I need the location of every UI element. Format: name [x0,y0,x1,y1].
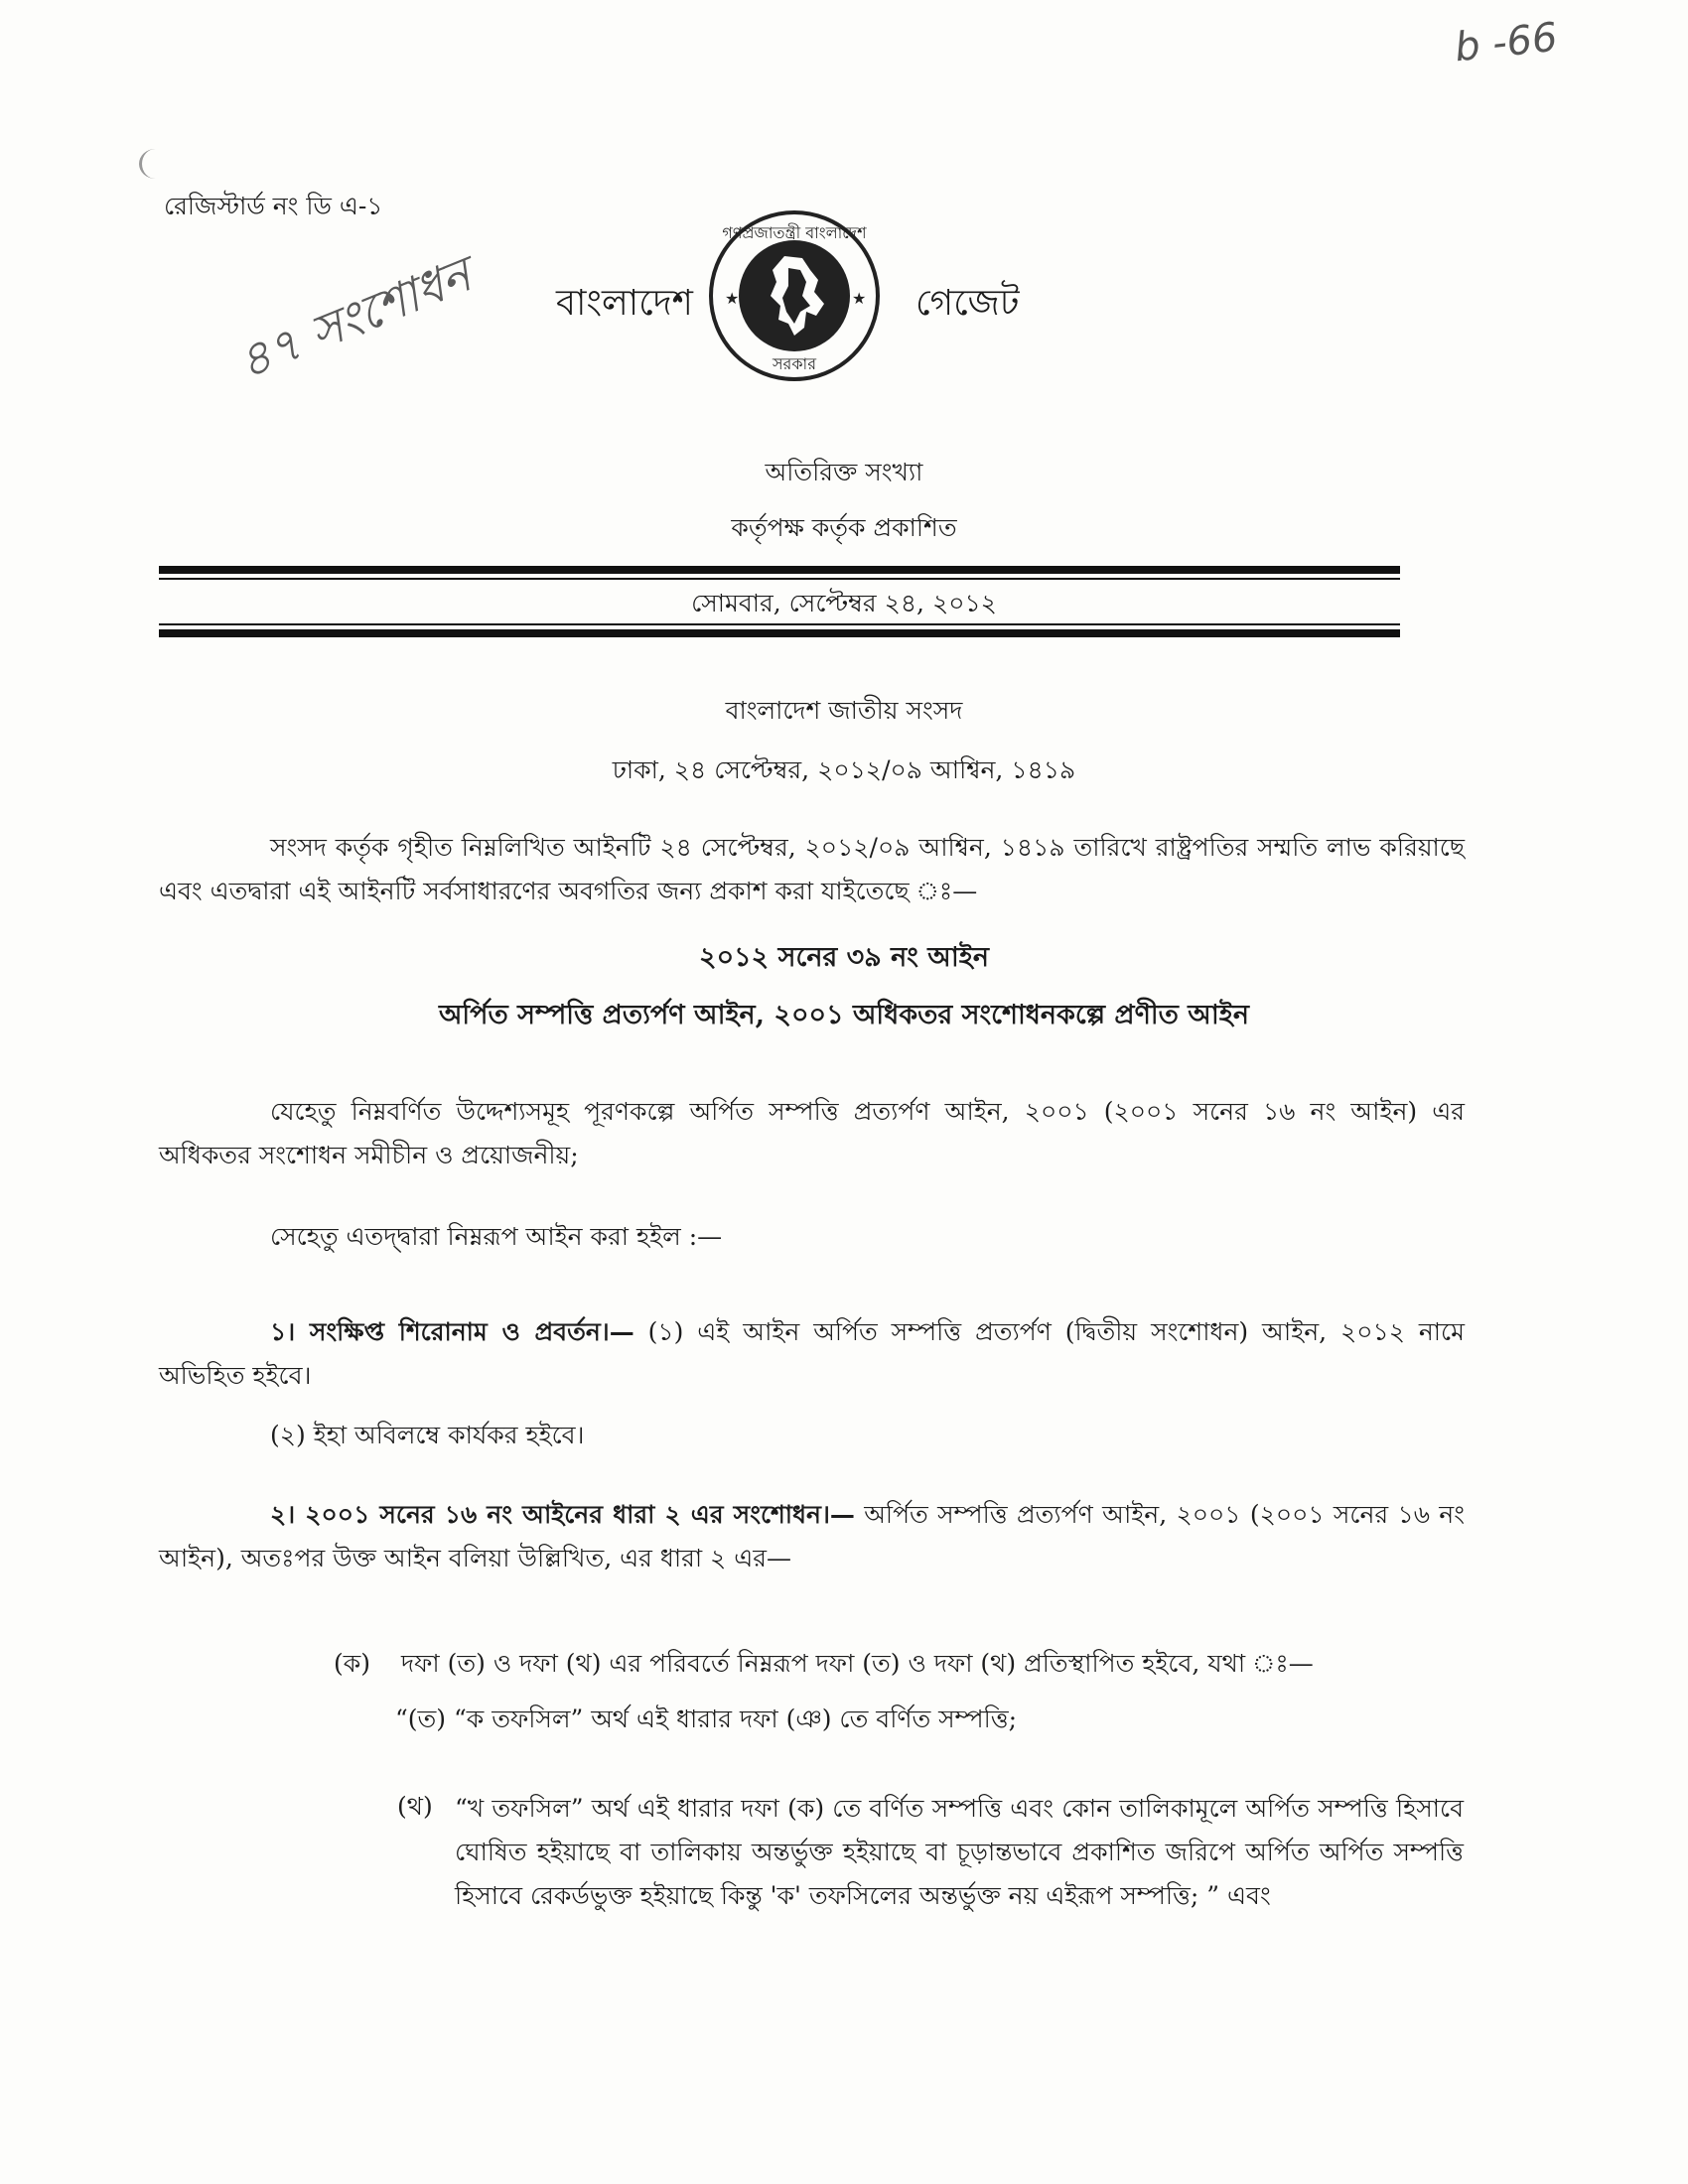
act-title: অর্পিত সম্পত্তি প্রত্যর্পণ আইন, ২০০১ অধিকতর সংশোধনকল্পে প্রণীত আইন [439,1000,1249,1030]
definition-tha-label: (থ) [397,1792,433,1821]
section-2-text: অর্পিত সম্পত্তি প্রত্যর্পণ আইন, ২০০১ (২০০১ সনের ১৬ নং আইন), অতঃপর উক্ত আইন বলিয়া উল্লিখিত, এর ধারা ২ এর— [159,1500,1465,1572]
corner-handwritten-mark: b -66 [1452,14,1560,71]
gazette-title-left: বাংলাদেশ [556,283,693,324]
published-by: কর্তৃপক্ষ কর্তৃক প্রকাশিত [731,513,957,542]
definition-tha-text: “খ তফসিল” অর্থ এই ধারার দফা (ক) তে বর্ণিত সম্পত্তি এবং কোন তালিকামূলে অর্পিত সম্পত্তি হিসাবে ঘোষিত হইয়াছে বা তালিকায় অন্তর্ভুক্ত হইয়াছে বা চূড়ান্তভাবে প্রকাশিত জরিপে অর্পিত অর্পিত সম্পত্তি হিসাবে রেকর্ডভুক্ত হইয়াছে কিন্তু 'ক' তফসিলের অন্তর্ভুক্ত নয় এইরূপ সম্পত্তি; ” এবং [455,1794,1464,1910]
seal-top-text: গণপ্রজাতন্ত্রী বাংলাদেশ [722,223,867,242]
section-1-subsection-2: (২) ইহা অবিলম্বে কার্যকর হইবে। [270,1421,585,1449]
margin-circle-mark [139,149,172,179]
section-1-text: (১) এই আইন অর্পিত সম্পত্তি প্রত্যর্পণ (দ্বিতীয় সংশোধন) আইন, ২০১২ নামে অভিহিত হইবে। [159,1317,1465,1390]
definition-ta: “(ত) “ক তফসিল” অর্থ এই ধারার দফা (ঞ) তে বর্ণিত সম্পত্তি; [395,1705,1018,1733]
section-2 [159,1493,1465,1580]
header-rule-bottom [159,629,1400,637]
handwritten-note: ৪৭ সংশোধন [230,247,480,391]
section-1-heading: ১। সংক্ষিপ্ত শিরোনাম ও প্রবর্তন।— [270,1317,634,1346]
header-rule-bottom-thin [159,623,1400,625]
header-rule-top [159,566,1400,574]
seal-bottom-text: সরকার [772,354,817,373]
parliament-name: বাংলাদেশ জাতীয় সংসদ [725,696,963,725]
extra-issue: অতিরিক্ত সংখ্যা [765,458,923,486]
clause-ka-label: (ক) [334,1649,370,1678]
enacting-clause: সেহেতু এতদ্দ্বারা নিম্নরূপ আইন করা হইল :— [270,1222,723,1251]
section-2-heading: ২। ২০০১ সনের ১৬ নং আইনের ধারা ২ এর সংশোধন।— [270,1500,855,1529]
clause-ka-text: দফা (ত) ও দফা (থ) এর পরিবর্তে নিম্নরূপ দফা (ত) ও দফা (থ) প্রতিস্থাপিত হইবে, যথা ঃ— [401,1649,1314,1678]
place-and-date: ঢাকা, ২৪ সেপ্টেম্বর, ২০১২/০৯ আশ্বিন, ১৪১৯ [612,755,1076,784]
svg-text:★: ★ [852,289,867,308]
registration-number: রেজিস্টার্ড নং ডি এ-১ [164,192,383,220]
svg-text:★: ★ [725,289,740,308]
preamble-paragraph: যেহেতু নিম্নবর্ণিত উদ্দেশ্যসমূহ পূরণকল্পে অর্পিত সম্পত্তি প্রত্যর্পণ আইন, ২০০১ (২০০১ সনের ১৬ নং আইন) এর অধিকতর সংশোধন সমীচীন ও প্রয়োজনীয়; [159,1097,1465,1169]
gazette-title-right: গেজেট [915,283,1020,324]
section-1 [159,1310,1465,1398]
intro-paragraph: সংসদ কর্তৃক গৃহীত নিম্নলিখিত আইনটি ২৪ সেপ্টেম্বর, ২০১২/০৯ আশ্বিন, ১৪১৯ তারিখে রাষ্ট্রপতির সম্মতি লাভ করিয়াছে এবং এতদ্বারা এই আইনটি সর্বসাধারণের অবগতির জন্য প্রকাশ করা যাইতেছে ঃ— [159,833,1465,905]
issue-date: সোমবার, সেপ্টেম্বর ২৪, ২০১২ [691,589,997,617]
act-number: ২০১২ সনের ৩৯ নং আইন [699,942,989,973]
header-rule-top-thin [159,578,1400,580]
government-seal-icon [707,208,882,383]
